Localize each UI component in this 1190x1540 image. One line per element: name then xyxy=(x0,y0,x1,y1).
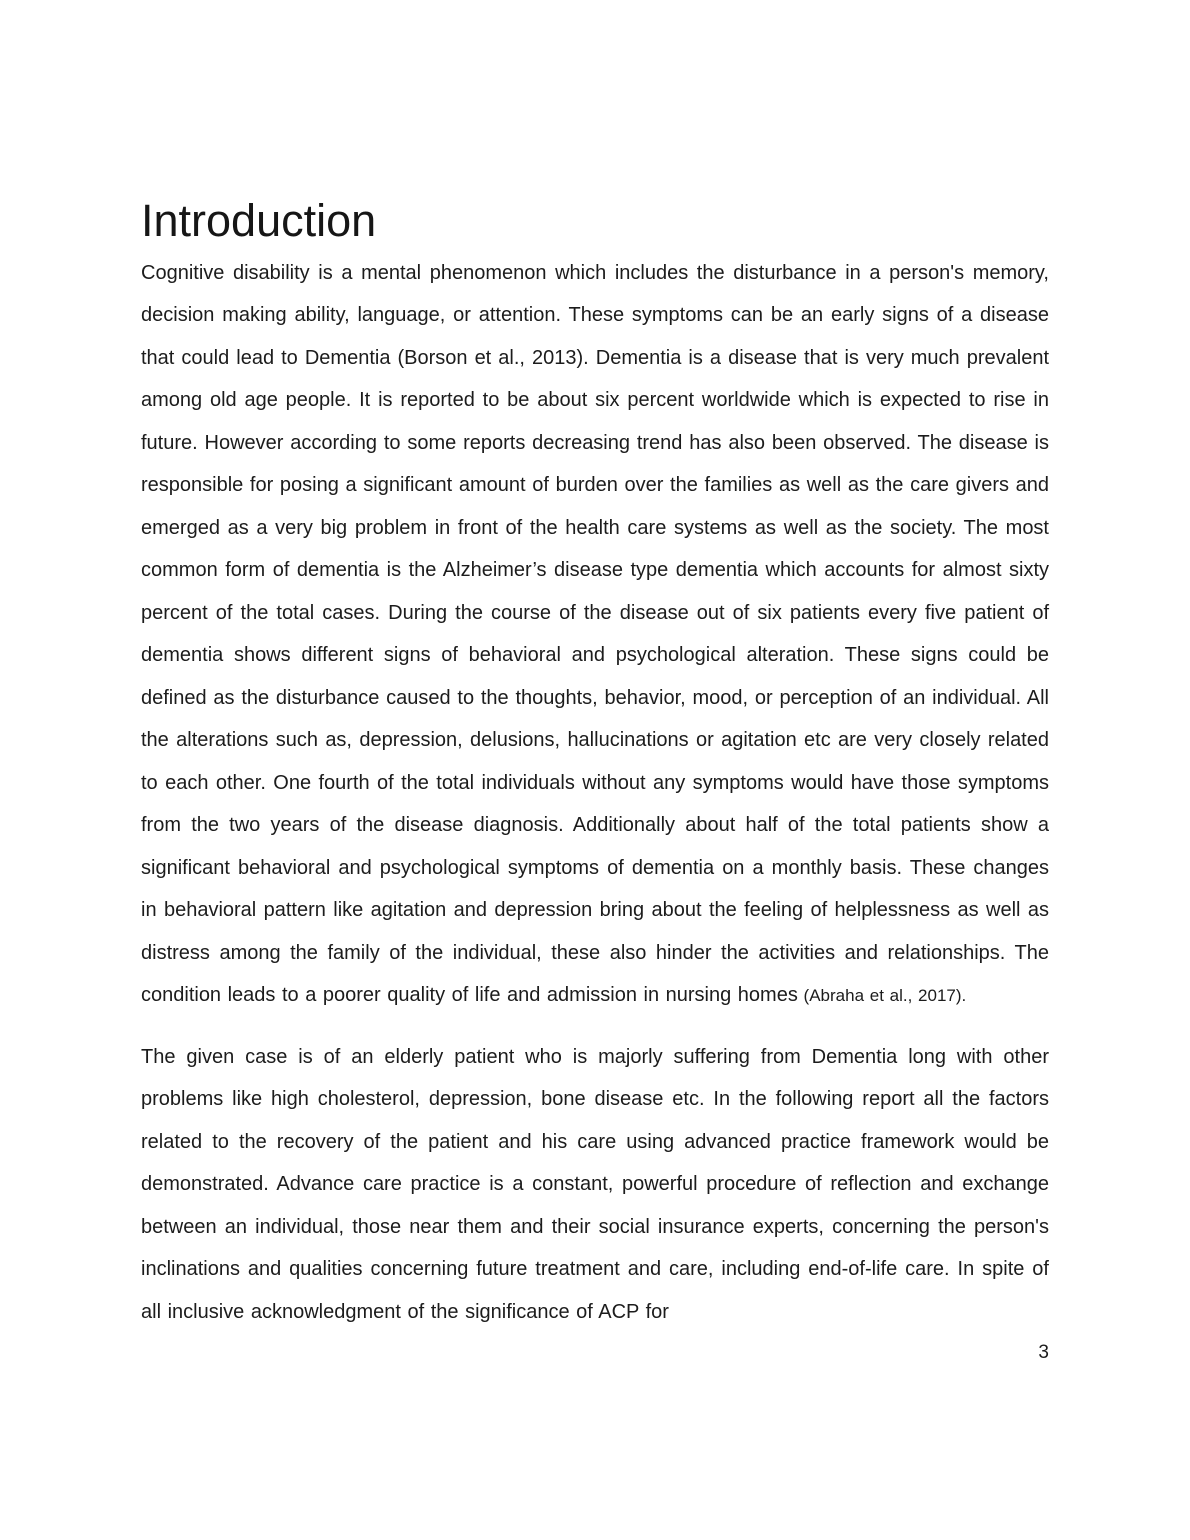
page-number: 3 xyxy=(1038,1342,1049,1364)
paragraph-intro-2-text: The given case is of an elderly patient who is majorly suffering from Dementia long with other problems like high cholesterol, depression, bone disease etc. In the following report all the factors related to the recovery of the patient and his care using advanced practice framework would be demonstrated. Advance care practice is a constant, powerful procedure of reflection and exchange between an individual, those near them and their social insurance experts, concerning the person's inclinations and qualities concerning future treatment and care, including end-of-life care. In spite of all inclusive acknowledgment of the significance of ACP for xyxy=(141,1045,1049,1323)
page-title: Introduction xyxy=(141,195,377,246)
paragraph-intro-2 xyxy=(141,1036,1049,1334)
paragraph-intro-1-text: Cognitive disability is a mental phenomenon which includes the disturbance in a person's memory, decision making ability, language, or attention. These symptoms can be an early signs of a disease that could lead to Dementia (Borson et al., 2013). Dementia is a disease that is very much prevalent among old age people. It is reported to be about six percent worldwide which is expected to rise in future. However according to some reports decreasing trend has also been observed. The disease is responsible for posing a significant amount of burden over the families as well as the care givers and emerged as a very big problem in front of the health care systems as well as the society. The most common form of dementia is the Alzheimer’s disease type dementia which accounts for almost sixty percent of the total cases. During the course of the disease out of six patients every five patient of dementia shows different signs of behavioral and psychological alteration. These signs could be defined as the disturbance caused to the thoughts, behavior, mood, or perception of an individual. All the alterations such as, depression, delusions, hallucinations or agitation etc are very closely related to each other. One fourth of the total individuals without any symptoms would have those symptoms from the two years of the disease diagnosis. Additionally about half of the total patients show a significant behavioral and psychological symptoms of dementia on a monthly basis. These changes in behavioral pattern like agitation and depression bring about the feeling of helplessness as well as distress among the family of the individual, these also hinder the activities and relationships. The condition leads to a poorer quality of life and admission in nursing homes xyxy=(141,261,1049,1007)
citation-abraha-2017: (Abraha et al., 2017). xyxy=(797,986,967,1006)
paragraph-intro-1 xyxy=(141,252,1049,1018)
